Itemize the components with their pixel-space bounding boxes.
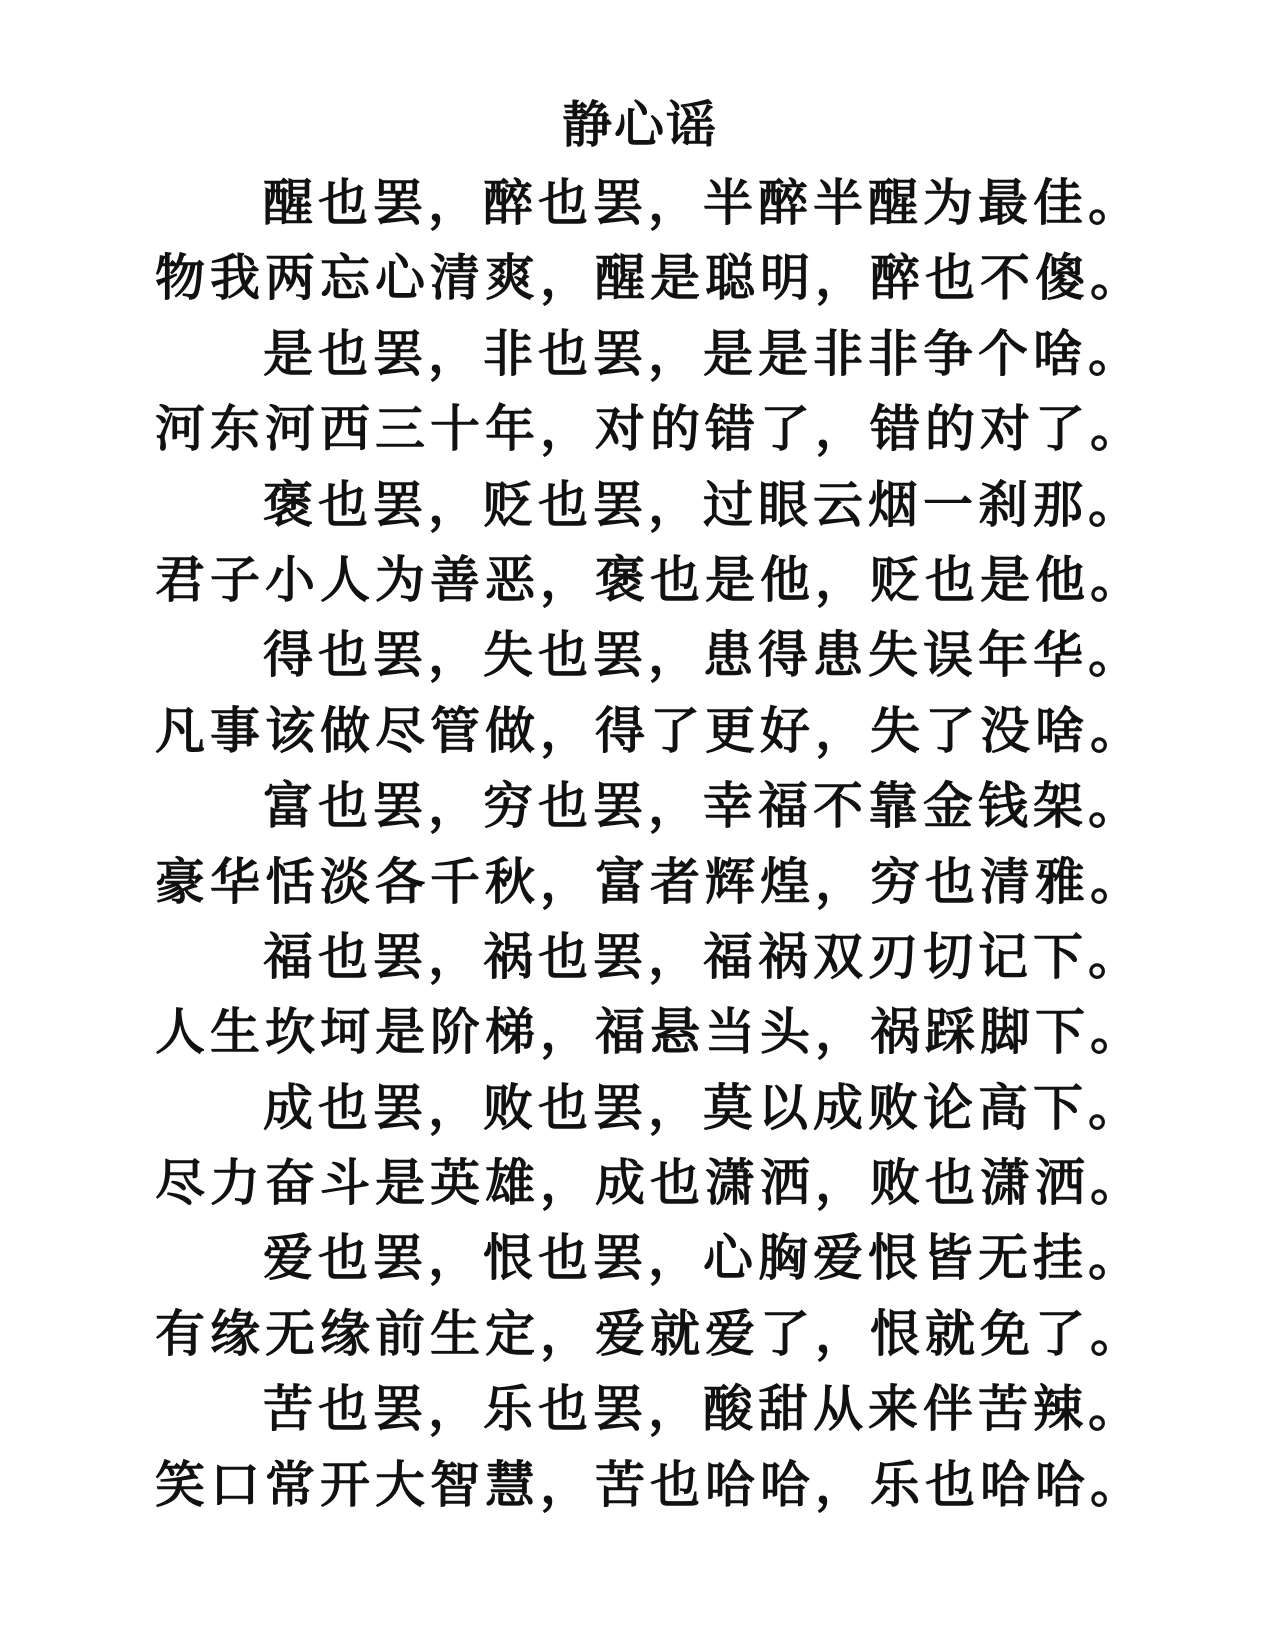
poem-line: 褒也罢，贬也罢，过眼云烟一刹那。 (263, 474, 1143, 534)
poem-title: 静心谣 (562, 95, 718, 154)
poem-line: 笑口常开大智慧，苦也哈哈，乐也哈哈。 (155, 1454, 1145, 1514)
poem-line: 物我两忘心清爽，醒是聪明，醉也不傻。 (155, 248, 1145, 308)
poem-line: 成也罢，败也罢，莫以成败论高下。 (263, 1077, 1143, 1137)
poem-line: 河东河西三十年，对的错了，错的对了。 (155, 399, 1145, 459)
poem-line: 醒也罢，醉也罢，半醉半醒为最佳。 (263, 173, 1143, 232)
poem-line: 福也罢，祸也罢，福祸双刃切记下。 (263, 926, 1143, 986)
poem-line: 得也罢，失也罢，患得患失误年华。 (263, 625, 1143, 685)
poem-body (155, 165, 1145, 1522)
poem-line: 豪华恬淡各千秋，富者辉煌，穷也清雅。 (155, 851, 1145, 911)
poem-line: 爱也罢，恨也罢，心胸爱恨皆无挂。 (263, 1228, 1143, 1288)
poem-line: 是也罢，非也罢，是是非非争个啥。 (263, 323, 1143, 383)
poem-line: 苦也罢，乐也罢，酸甜从来伴苦辣。 (263, 1379, 1143, 1439)
poem-line: 君子小人为善恶，褒也是他，贬也是他。 (155, 549, 1145, 609)
poem-line: 富也罢，穷也罢，幸福不靠金钱架。 (263, 776, 1143, 836)
poem-line: 有缘无缘前生定，爱就爱了，恨就免了。 (155, 1303, 1145, 1363)
poem-line: 人生坎坷是阶梯，福悬当头，祸踩脚下。 (155, 1002, 1145, 1062)
poem-line: 尽力奋斗是英雄，成也潇洒，败也潇洒。 (155, 1153, 1145, 1213)
poem-line: 凡事该做尽管做，得了更好，失了没啥。 (155, 700, 1145, 760)
